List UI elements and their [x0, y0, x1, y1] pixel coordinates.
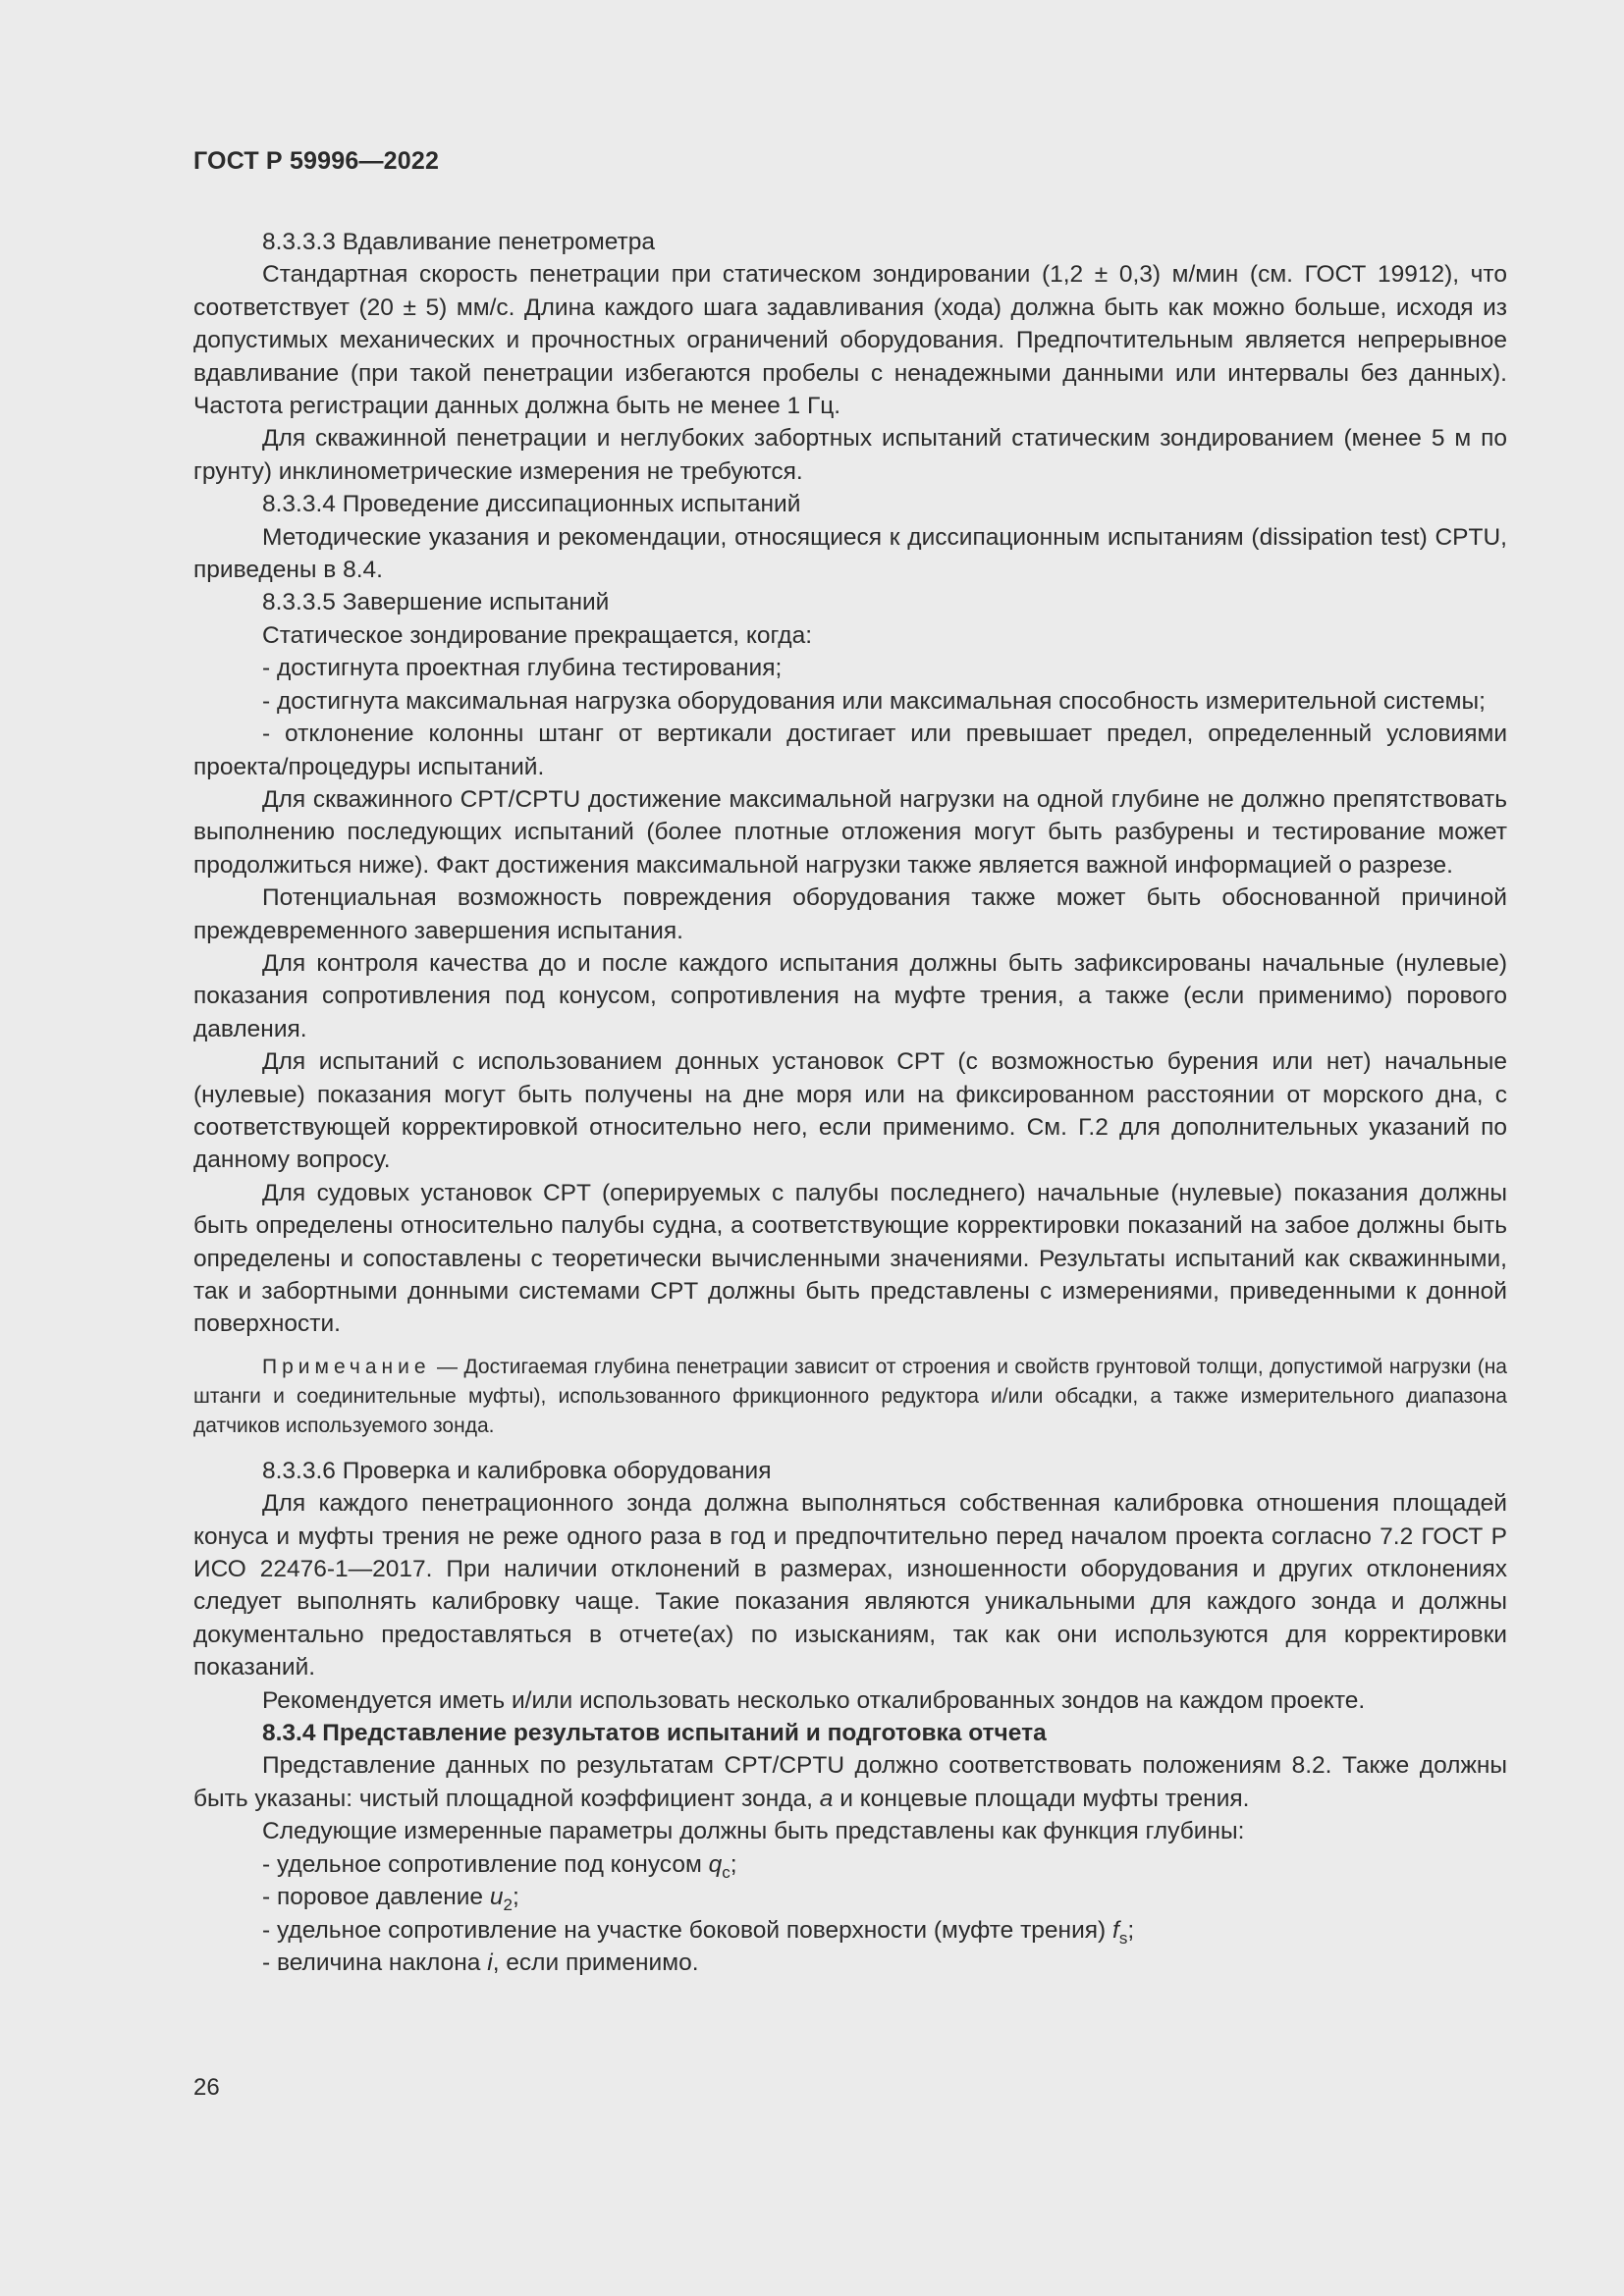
paragraph: Статическое зондирование прекращается, когда: — [262, 621, 813, 649]
paragraph: Рекомендуется иметь и/или использовать несколько откалиброванных зондов на каждом проекте. — [262, 1686, 1366, 1714]
variable: q — [708, 1850, 723, 1878]
list-item: - достигнута максимальная нагрузка оборудования или максимальная способность измерительной системы; — [262, 687, 1486, 715]
section-heading: 8.3.3.5 Завершение испытаний — [262, 589, 610, 616]
list-item: - величина наклона i, если применимо. — [262, 1949, 699, 1976]
note — [193, 1353, 1507, 1441]
document-header: ГОСТ Р 59996—2022 — [193, 147, 440, 175]
section-heading: 8.3.3.6 Проверка и калибровка оборудования — [262, 1457, 772, 1484]
section-heading-bold: 8.3.4 Представление результатов испытаний и подготовка отчета — [262, 1720, 1047, 1747]
section-heading: 8.3.3.4 Проведение диссипационных испытаний — [262, 491, 801, 518]
section-heading: 8.3.3.3 Вдавливание пенетрометра — [262, 229, 656, 255]
list-item: - удельное сопротивление под конусом $q_c$; — [262, 1850, 737, 1882]
list-item: - достигнута проектная глубина тестирования; — [262, 655, 783, 682]
page-number: 26 — [193, 2074, 220, 2101]
note-text: — Достигаемая глубина пенетрации зависит от строения и свойств грунтовой толщи, допустимой нагрузки (на штанги и соединительные муфты), использованного фрикционного редуктора и/или обсадки, а также измерительного диапазона датчиков используемого зонда. — [193, 1355, 1507, 1437]
list-item: - поровое давление $u_2$; — [262, 1884, 519, 1914]
paragraph: Для судовых установок CPT (оперируемых с палубы последнего) начальные (нулевые) показания должны быть определены относительно палубы судна, а соответствующие корректировки показаний на забое должны быть определены и сопоставлены с теоретически вычисленными значениями. Результаты испытаний как скважинными, так и забортными донными системами CPT должны быть представлены с измерениями, приведенными к донной поверхности. — [193, 1179, 1507, 1338]
document-body — [193, 226, 1507, 1979]
variable: f — [1112, 1916, 1119, 1944]
variable: u — [489, 1884, 504, 1911]
note-label: Примечание — [262, 1355, 431, 1378]
list-intro: Следующие измеренные параметры должны быть представлены как функция глубины: — [262, 1818, 1245, 1845]
list-item: - удельное сопротивление на участке боковой поверхности (муфте трения) $f_s$; — [262, 1916, 1135, 1948]
paragraph: Для испытаний с использованием донных установок CPT (с возможностью бурения или нет) начальные (нулевые) показания могут быть получены на дне моря или на фиксированном расстоянии от морского дна, с соответствующей корректировкой относительно него, если применимо. См. Г.2 для дополнительных указаний по данному вопросу. — [193, 1048, 1507, 1174]
list-item: - отклонение колонны штанг от вертикали достигает или превышает предел, определенный условиями проекта/процедуры испытаний. — [193, 721, 1507, 780]
paragraph: Представление данных по результатам CPT/CPTU должно соответствовать положениям 8.2. Также должны быть указаны: чистый площадной коэффициент зонда, a и концевые площади муфты трения. — [193, 1752, 1507, 1812]
paragraph: Для каждого пенетрационного зонда должна выполняться собственная калибровка отношения площадей конуса и муфты трения не реже одного раза в год и предпочтительно перед началом проекта согласно 7.2 ГОСТ Р ИСО 22476-1—2017. При наличии отклонений в размерах, изношенности оборудования и других отклонениях следует выполнять калибровку чаще. Такие показания являются уникальными для каждого зонда и должны документально предоставляться в отчете(ах) по изысканиям, так как они используются для корректировки показаний. — [193, 1490, 1507, 1682]
paragraph: Для контроля качества до и после каждого испытания должны быть зафиксированы начальные (нулевые) показания сопротивления под конусом, сопротивления на муфте трения, а также (если применимо) порового давления. — [193, 949, 1507, 1042]
paragraph: Методические указания и рекомендации, относящиеся к диссипационным испытаниям (dissipation test) CPTU, приведены в 8.4. — [193, 523, 1507, 584]
variable: a — [819, 1785, 834, 1812]
paragraph: Для скважинного CPT/CPTU достижение максимальной нагрузки на одной глубине не должно препятствовать выполнению последующих испытаний (более плотные отложения могут быть разбурены и тестирование может продолжиться ниже). Факт достижения максимальной нагрузки также является важной информацией о разрезе. — [193, 785, 1507, 879]
paragraph: Потенциальная возможность повреждения оборудования также может быть обоснованной причиной преждевременного завершения испытания. — [193, 884, 1507, 944]
paragraph: Стандартная скорость пенетрации при статическом зондировании (1,2 ± 0,3) м/мин (см. ГОСТ 19912), что соответствует (20 ± 5) мм/с. Длина каждого шага задавливания (хода) должна быть как можно больше, исходя из допустимых механических и прочностных ограничений оборудования. Предпочтительным является непрерывное вдавливание (при такой пенетрации избегаются пробелы с ненадежными данными или интервалы без данных). Частота регистрации данных должна быть не менее 1 Гц. — [193, 261, 1507, 420]
variable: i — [487, 1949, 493, 1976]
paragraph: Для скважинной пенетрации и неглубоких забортных испытаний статическим зондированием (менее 5 м по грунту) инклинометрические измерения не требуются. — [193, 425, 1507, 485]
